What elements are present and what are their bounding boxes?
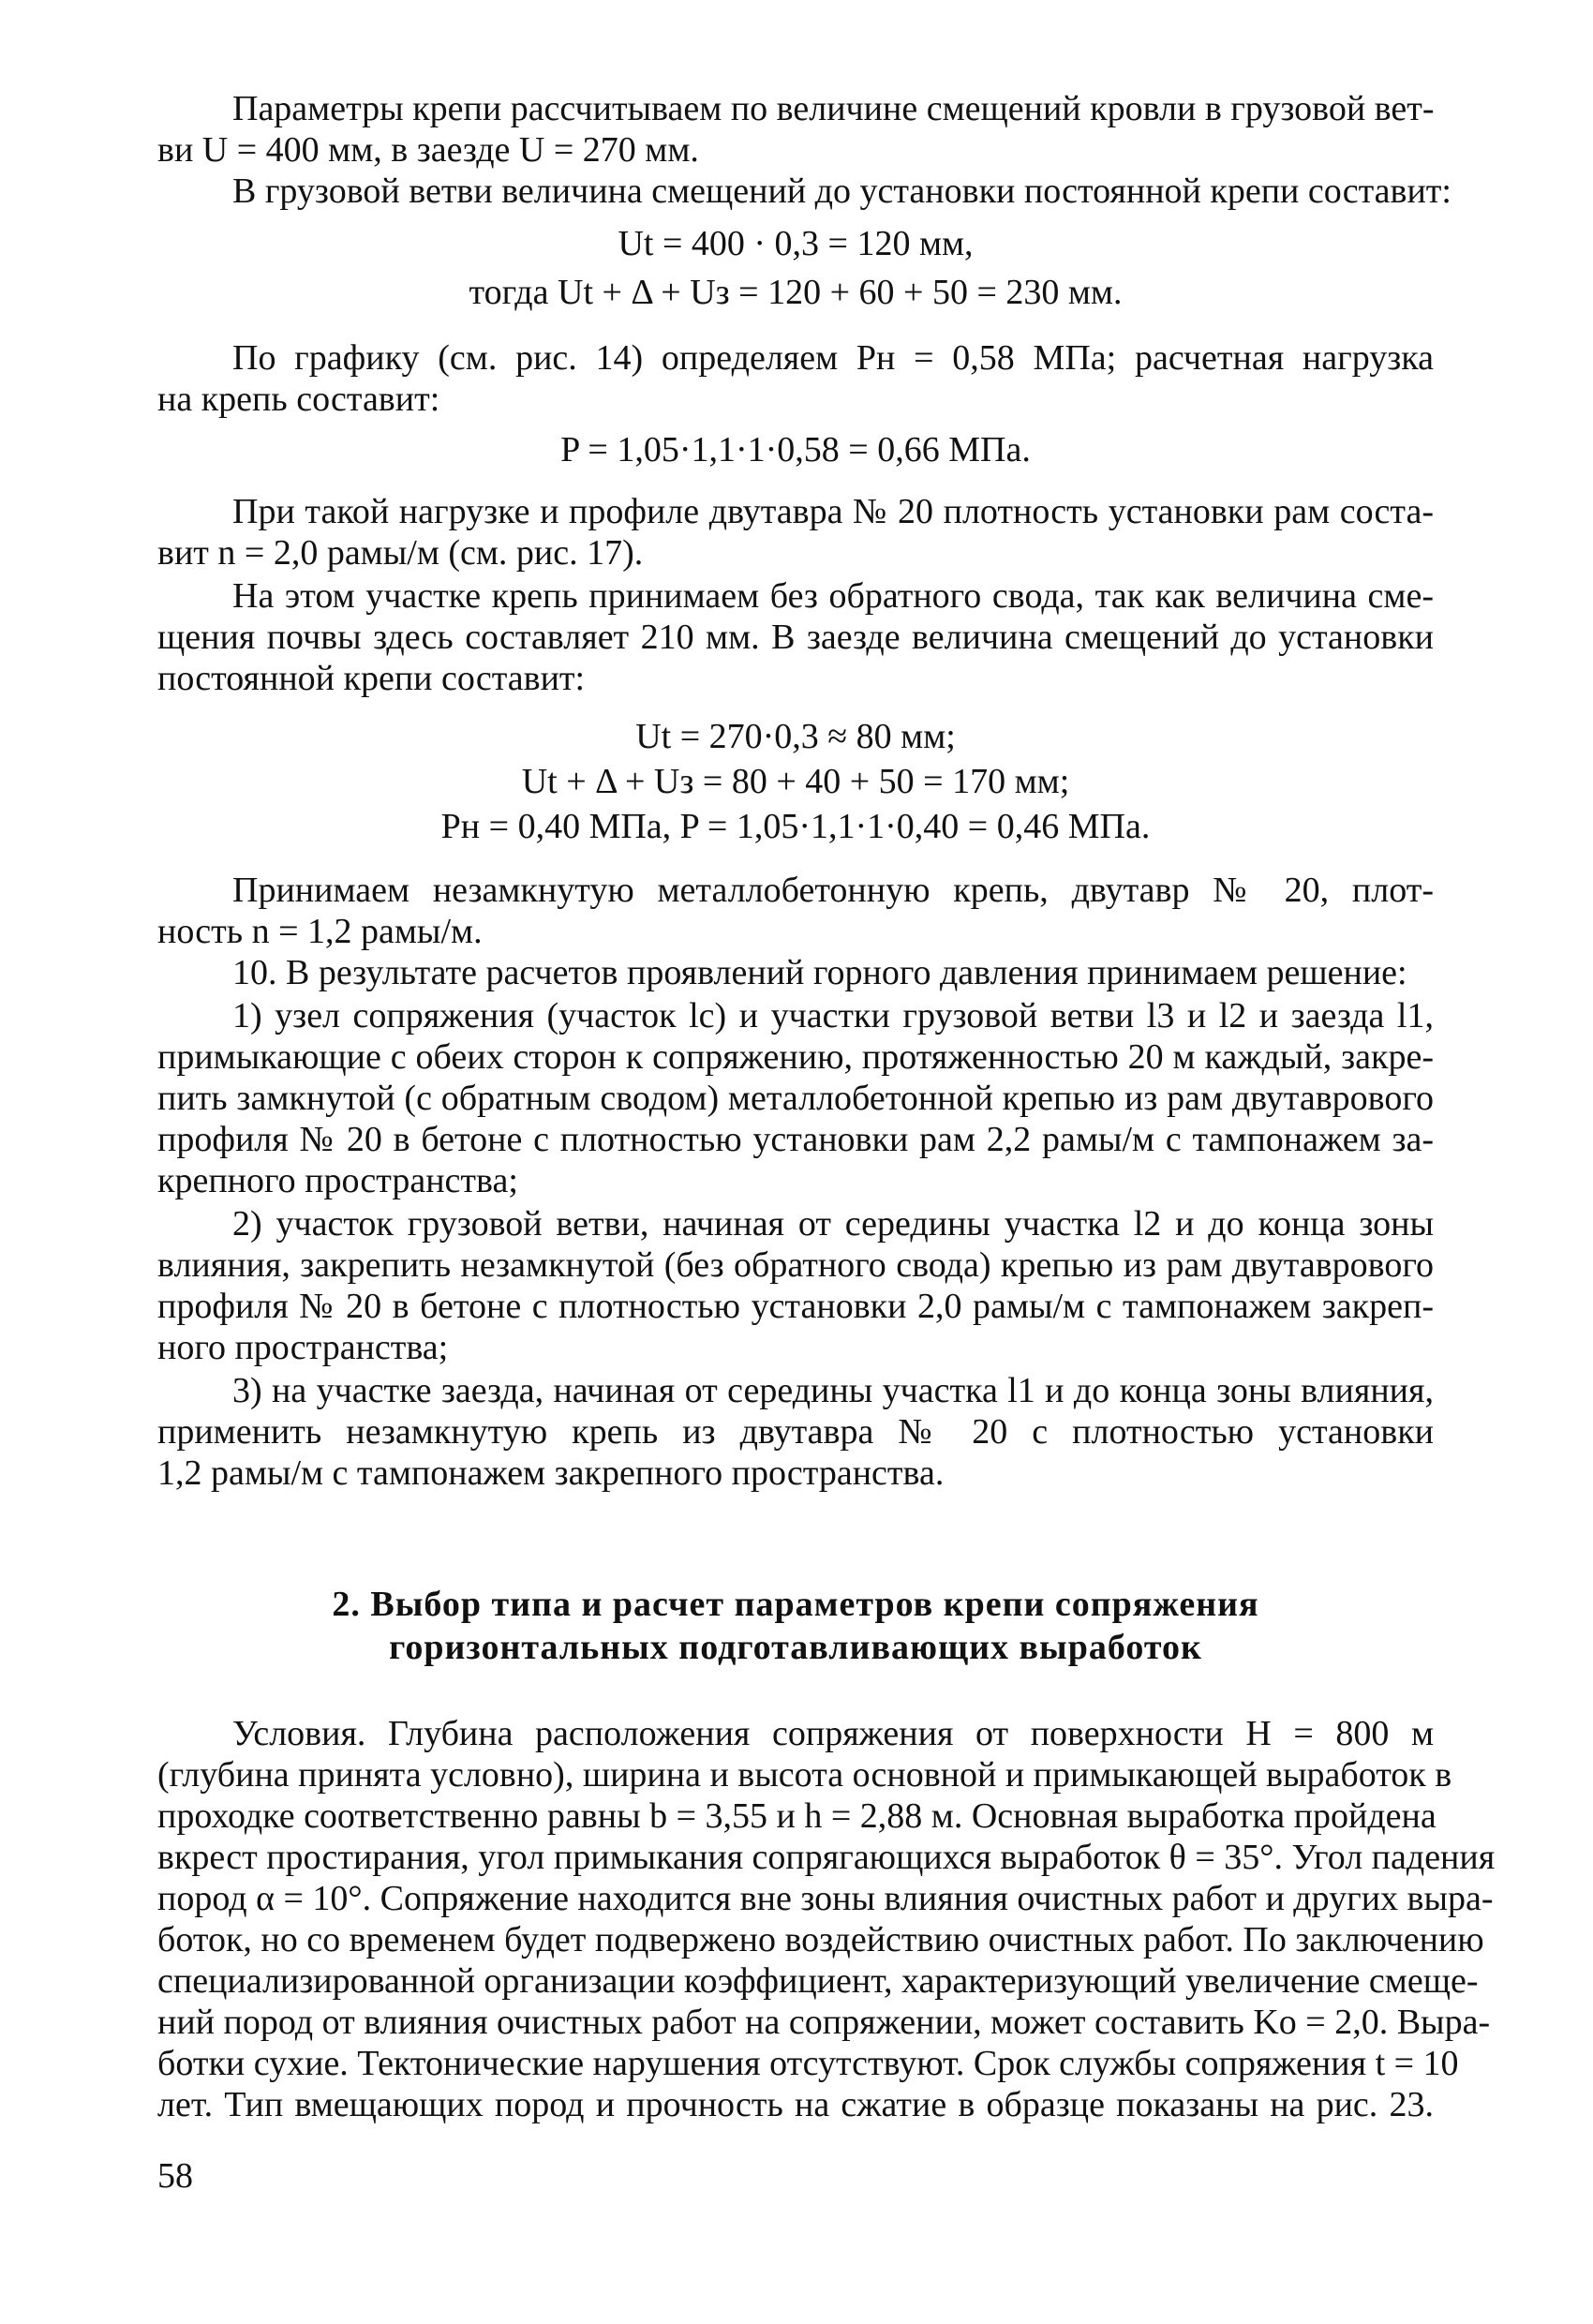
paragraph-3-line-2: вит n = 2,0 рамы/м (см. рис. 17). <box>157 533 644 573</box>
item-3-line-1: 3) на участке заезда, начиная от середины участка l1 и до конца зоны влияния, <box>232 1371 1434 1410</box>
conditions-line-10: лет. Тип вмещающих пород и прочность на сжатие в образце показаны на рис. 23. <box>157 2085 1434 2124</box>
item-1-line-3: пить замкнутой (с обратным сводом) металлобетонной крепью из рам двутаврового <box>157 1079 1434 1118</box>
paragraph-2-line-2: на крепь составит: <box>157 380 440 419</box>
formula-2: тогда Ut + Δ + Uз = 120 + 60 + 50 = 230 мм. <box>469 273 1123 312</box>
item-2-line-3: профиля № 20 в бетоне с плотностью установки 2,0 рамы/м с тампонажем закреп- <box>157 1287 1434 1326</box>
conditions-line-5: пород α = 10°. Сопряжение находится вне зоны влияния очистных работ и других выра- <box>157 1879 1494 1918</box>
paragraph-4-line-1: На этом участке крепь принимаем без обратного свода, так как величина сме- <box>232 576 1434 616</box>
conditions-line-9: ботки сухие. Тектонические нарушения отсутствуют. Срок службы сопряжения t = 10 <box>157 2044 1459 2083</box>
page-number: 58 <box>157 2156 193 2196</box>
paragraph-2-line-1: По графику (см. рис. 14) определяем Pн = 0,58 МПа; расчетная нагрузка <box>232 338 1434 378</box>
paragraph-1-line-2: ви U = 400 мм, в заезде U = 270 мм. <box>157 130 699 170</box>
paragraph-4-line-2: щения почвы здесь составляет 210 мм. В заезде величина смещений до установки <box>157 618 1434 657</box>
item-1-line-2: примыкающие с обеих сторон к сопряжению, протяженностью 20 м каждый, закре- <box>157 1037 1434 1077</box>
item-2-line-2: влияния, закрепить незамкнутой (без обратного свода) крепью из рам двутаврового <box>157 1245 1434 1285</box>
conditions-line-6: боток, но со временем будет подвержено воздействию очистных работ. По заключению <box>157 1920 1484 1959</box>
conditions-line-8: ний пород от влияния очистных работ на сопряжении, может составить Kо = 2,0. Выра- <box>157 2003 1491 2042</box>
formula-5: Ut + Δ + Uз = 80 + 40 + 50 = 170 мм; <box>521 762 1070 801</box>
section-heading-line-2: горизонтальных подготавливающих выработок <box>389 1628 1202 1667</box>
item-2-line-1: 2) участок грузовой ветви, начиная от середины участка l2 и до конца зоны <box>232 1204 1434 1244</box>
item-2-line-4: ного пространства; <box>157 1328 449 1367</box>
formula-1: Ut = 400 · 0,3 = 120 мм, <box>618 224 974 263</box>
paragraph-1-line-1: Параметры крепи рассчитываем по величине смещений кровли в грузовой вет- <box>232 89 1435 128</box>
paragraph-1-line-3: В грузовой ветви величина смещений до установки постоянной крепи составит: <box>232 171 1452 211</box>
paragraph-5-line-2: ность n = 1,2 рамы/м. <box>157 912 483 951</box>
conditions-line-2: (глубина принята условно), ширина и высота основной и примыкающей выработок в <box>157 1755 1452 1795</box>
conditions-line-4: вкрест простирания, угол примыкания сопрягающихся выработок θ = 35°. Угол падения <box>157 1838 1496 1877</box>
formula-6: Pн = 0,40 МПа, P = 1,05·1,1·1·0,40 = 0,46 МПа. <box>440 807 1151 846</box>
section-heading-line-1: 2. Выбор типа и расчет параметров крепи сопряжения <box>332 1585 1259 1624</box>
item-1-line-1: 1) узел сопряжения (участок lс) и участки грузовой ветви l3 и l2 и заезда l1, <box>232 996 1434 1035</box>
item-3-line-2: применить незамкнутую крепь из двутавра № 20 с плотностью установки <box>157 1412 1434 1452</box>
conditions-line-7: специализированной организации коэффициент, характеризующий увеличение смеще- <box>157 1961 1479 2001</box>
conditions-line-1: Условия. Глубина расположения сопряжения от поверхности H = 800 м <box>232 1714 1434 1753</box>
paragraph-3-line-1: При такой нагрузке и профиле двутавра № 20 плотность установки рам соста- <box>232 492 1434 531</box>
item-1-line-4: профиля № 20 в бетоне с плотностью установки рам 2,2 рамы/м с тампонажем за- <box>157 1120 1434 1159</box>
paragraph-6: 10. В результате расчетов проявлений горного давления принимаем решение: <box>232 953 1407 992</box>
paragraph-5-line-1: Принимаем незамкнутую металлобетонную крепь, двутавр № 20, плот- <box>232 871 1434 910</box>
formula-3: P = 1,05·1,1·1·0,58 = 0,66 МПа. <box>560 430 1031 469</box>
paragraph-4-line-3: постоянной крепи составит: <box>157 659 586 698</box>
conditions-line-3: проходке соответственно равны b = 3,55 и h = 2,88 м. Основная выработка пройдена <box>157 1796 1437 1836</box>
formula-4: Ut = 270·0,3 ≈ 80 мм; <box>635 717 956 756</box>
item-1-line-5: крепного пространства; <box>157 1161 518 1200</box>
item-3-line-3: 1,2 рамы/м с тампонажем закрепного пространства. <box>157 1453 945 1493</box>
